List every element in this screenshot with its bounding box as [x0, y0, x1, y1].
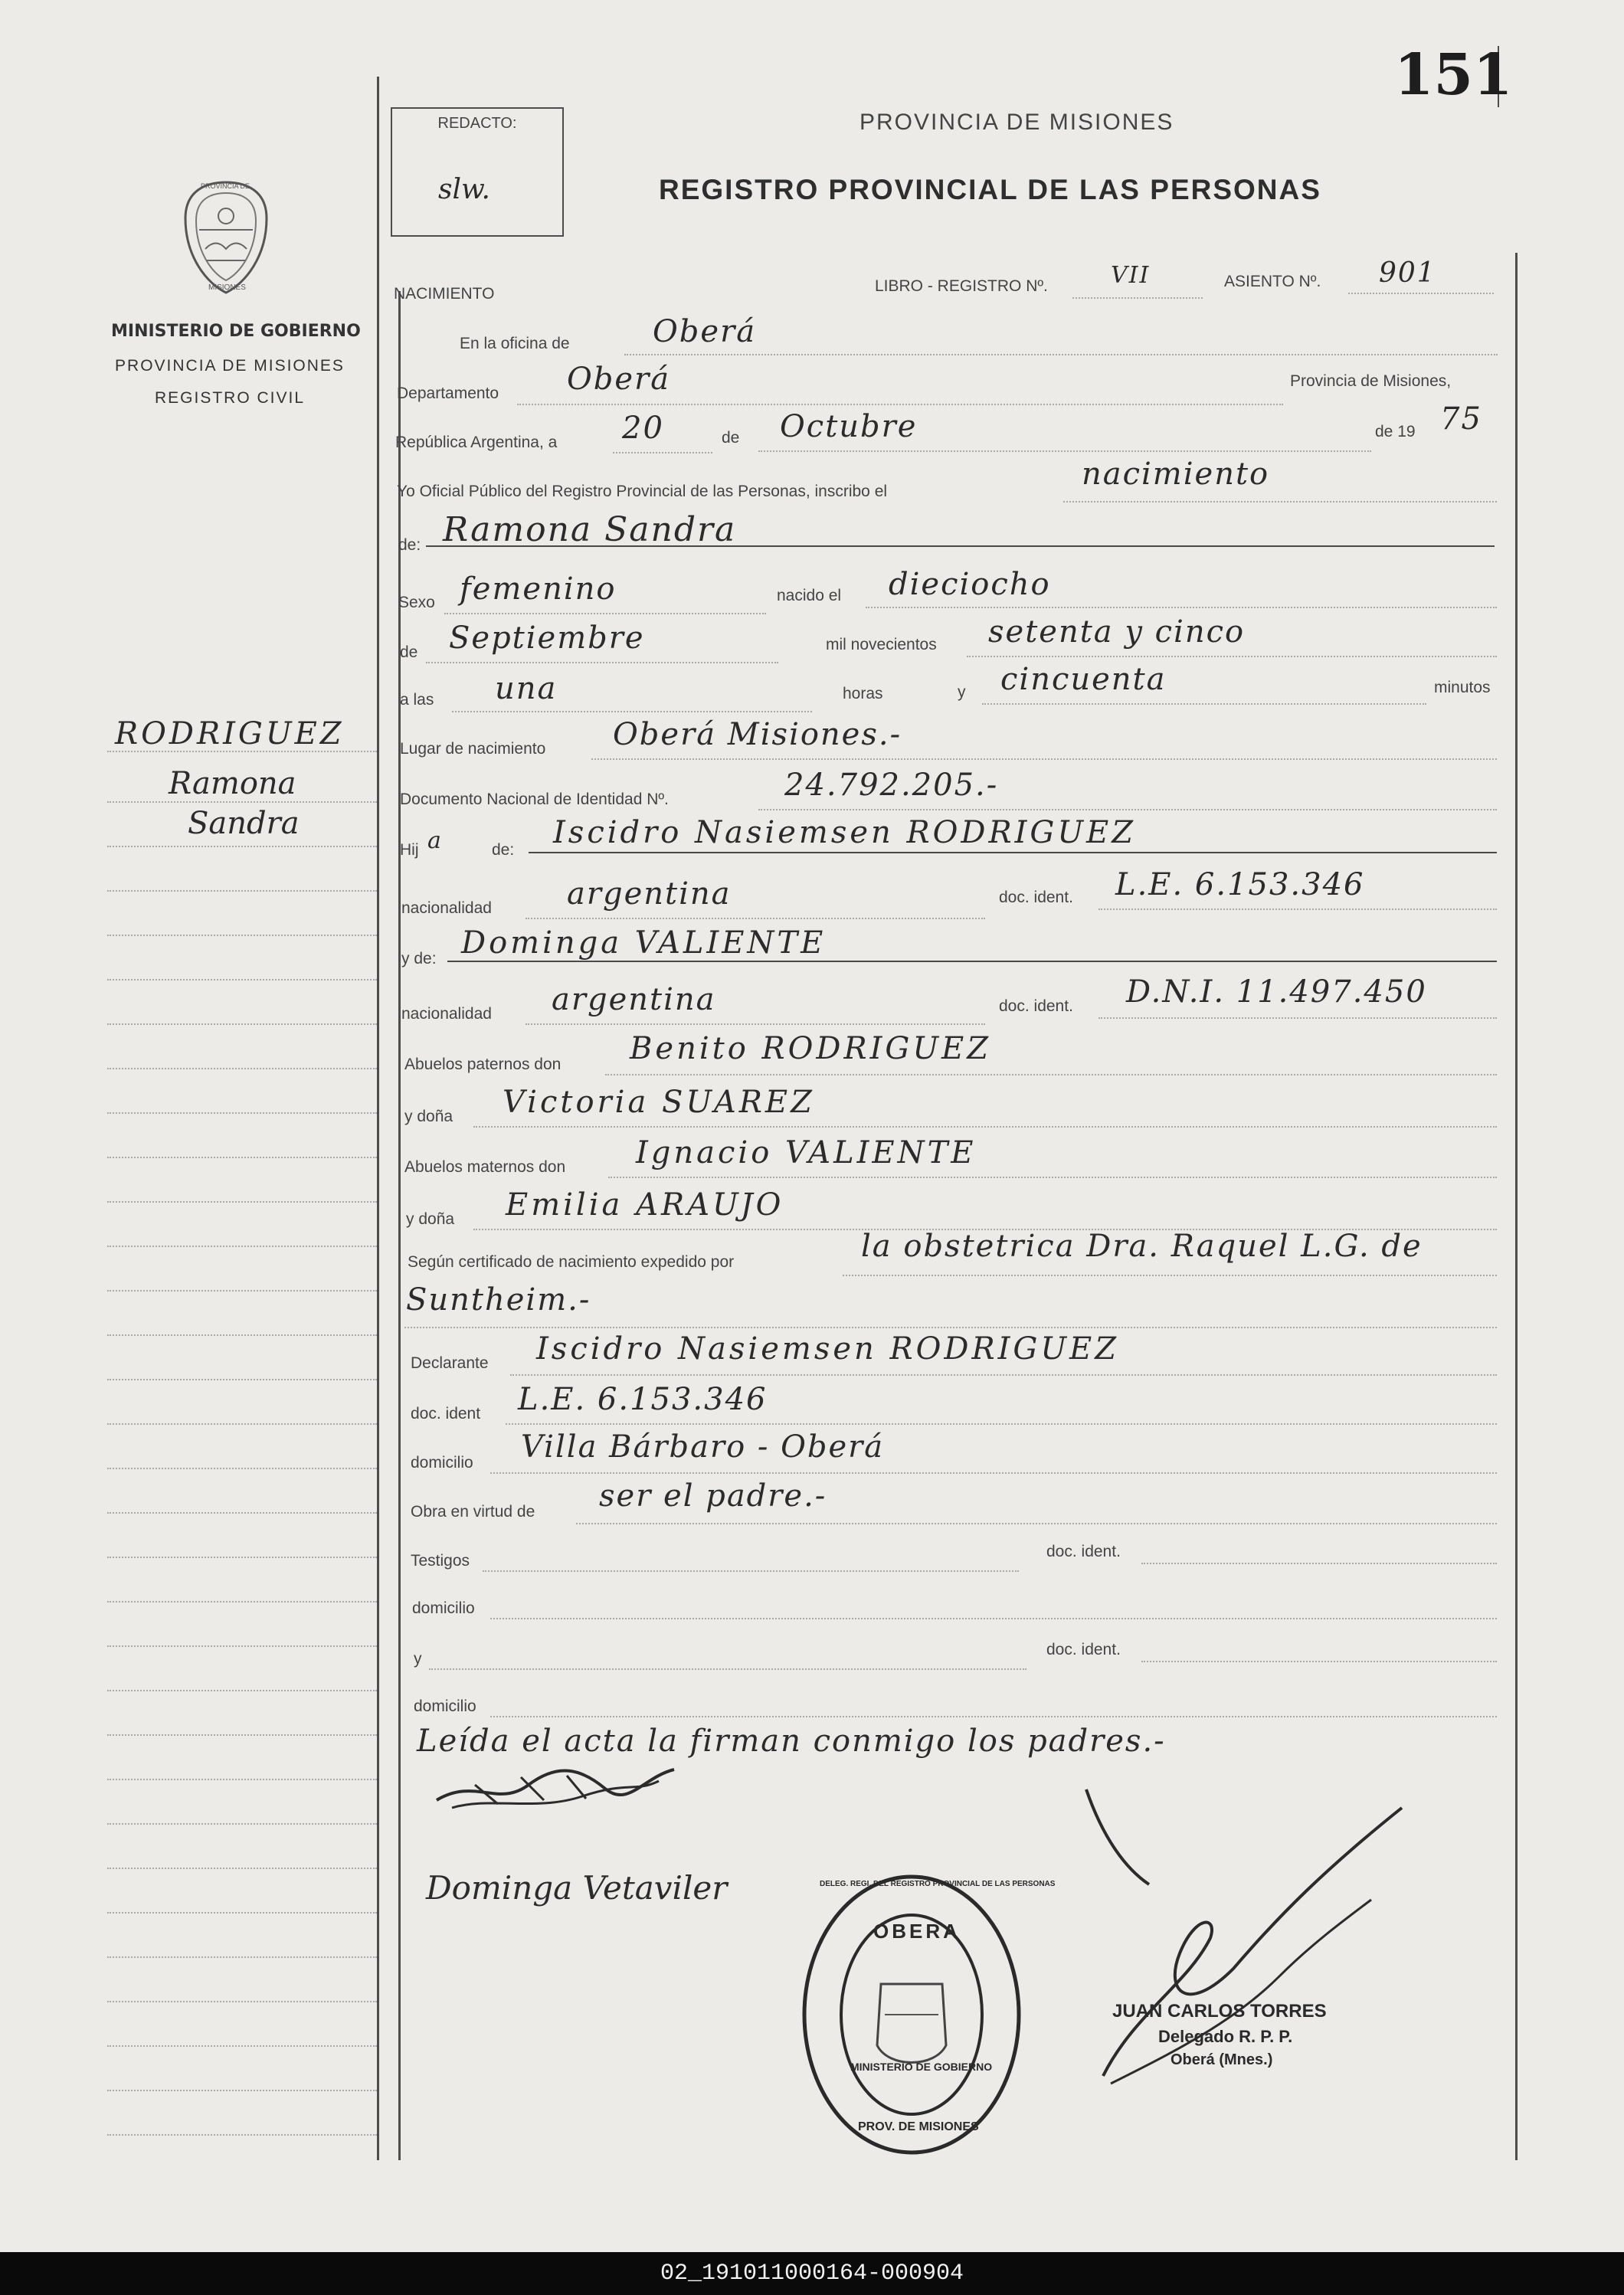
form-right-border [1515, 253, 1518, 2160]
department-value: Oberá [567, 362, 671, 397]
official-name: JUAN CARLOS TORRES [1112, 2001, 1327, 2022]
mother-nationality: argentina [552, 982, 716, 1017]
testigos-dom-label: domicilio [412, 1599, 475, 1617]
seal-bottom-text: PROV. DE MISIONES [858, 2120, 979, 2133]
ministry-civil-registry: REGISTRO CIVIL [154, 389, 306, 407]
person-name: Ramona Sandra [443, 510, 737, 549]
asiento-value: 901 [1379, 257, 1436, 289]
redacto-label: REDACTO: [437, 115, 517, 132]
redacto-initials: slw. [438, 174, 490, 205]
alas-label: a las [400, 691, 434, 709]
closing-text: Leída el acta la firman conmigo los padres.- [417, 1724, 1166, 1759]
sex-label: Sexo [398, 594, 435, 611]
registry-seal-icon [797, 1869, 1026, 2160]
official-place: Oberá (Mnes.) [1171, 2051, 1273, 2068]
obra-value: ser el padre.- [599, 1478, 827, 1514]
birthplace-label: Lugar de nacimiento [400, 740, 546, 758]
year-label: de 19 [1375, 423, 1416, 440]
official-title: Delegado R. P. P. [1158, 2027, 1293, 2046]
department-label: Departamento [397, 385, 499, 402]
born-day-value: dieciocho [889, 567, 1051, 602]
horas-label: horas [843, 685, 883, 702]
month-de-label: de [722, 429, 740, 447]
born-month-value: Septiembre [449, 620, 645, 656]
seal-center-text: OBERA [873, 1920, 961, 1943]
cert-label: Según certificado de nacimiento expedido por [408, 1253, 735, 1271]
minutos-label: minutos [1434, 679, 1491, 696]
office-label: En la oficina de [460, 335, 570, 352]
pat-dona-label: y doña [404, 1108, 453, 1125]
minutes-value: cincuenta [1000, 662, 1167, 697]
declarant-label: Declarante [411, 1354, 489, 1372]
mat-grand-label: Abuelos maternos don [404, 1158, 566, 1176]
emblem-text-bottom: MISIONES [208, 283, 246, 292]
father-nationality: argentina [567, 876, 732, 912]
pat-grand-label: Abuelos paternos don [404, 1056, 562, 1073]
province-title: PROVINCIA DE MISIONES [859, 110, 1174, 135]
obra-label: Obra en virtud de [411, 1503, 535, 1521]
mat-grandfather: Ignacio VALIENTE [636, 1135, 977, 1170]
cert-value-2: Suntheim.- [406, 1282, 591, 1318]
y2-dom-label: domicilio [414, 1698, 476, 1715]
mother-nationality-label: nacionalidad [401, 1005, 492, 1023]
y-label: y [958, 683, 966, 701]
father-doc-label: doc. ident. [999, 889, 1073, 906]
libro-value: VII [1111, 262, 1151, 289]
domicile-label: domicilio [411, 1454, 473, 1472]
de-person-label: de: [398, 536, 421, 554]
mother-doc: D.N.I. 11.497.450 [1126, 974, 1427, 1010]
republic-label: República Argentina, a [395, 434, 558, 451]
margin-surname: RODRIGUEZ [115, 716, 345, 751]
y2-label: y [414, 1650, 422, 1668]
year-value: 75 [1440, 401, 1482, 437]
y2-doc-label: doc. ident. [1046, 1641, 1121, 1658]
sex-value: femenino [460, 571, 617, 607]
day-value: 20 [622, 411, 664, 446]
inscribo-label: Yo Oficial Público del Registro Provincial de las Personas, inscribo el [397, 483, 888, 500]
pat-grandfather: Benito RODRIGUEZ [630, 1031, 992, 1066]
child-suffix: a [427, 827, 443, 854]
dni-value: 24.792.205.- [784, 768, 999, 803]
cert-value-1: la obstetrica Dra. Raquel L.G. de [861, 1229, 1423, 1264]
ministry-name: MINISTERIO DE GOBIERNO [111, 322, 361, 341]
month-value: Octubre [780, 409, 918, 444]
act-type-label: NACIMIENTO [394, 285, 495, 303]
mother-signature: Dominga Vetaviler [426, 1869, 728, 1907]
seal-ring-text: DELEG. REGI. DEL REGISTRO PROVINCIAL DE LAS PERSONAS [820, 1880, 1056, 1888]
dni-label: Documento Nacional de Identidad Nº. [400, 791, 669, 808]
form-left-border [398, 291, 401, 2160]
province-label: Provincia de Misiones, [1290, 372, 1452, 390]
left-column-border [377, 77, 379, 2160]
mat-dona-label: y doña [406, 1210, 455, 1228]
pat-grandmother: Victoria SUAREZ [503, 1085, 815, 1120]
de-month-label: de [400, 643, 418, 661]
declarant-value: Iscidro Nasiemsen RODRIGUEZ [536, 1331, 1120, 1367]
born-year-value: setenta y cinco [988, 614, 1246, 650]
libro-label: LIBRO - REGISTRO Nº. [875, 277, 1048, 295]
margin-name-1: Ramona [169, 766, 296, 801]
father-nationality-label: nacionalidad [401, 899, 492, 917]
testigos-doc-label: doc. ident. [1046, 1543, 1121, 1560]
declarant-doc-label: doc. ident [411, 1405, 481, 1423]
mother-de-label: y de: [401, 950, 437, 967]
father-de-label: de: [492, 841, 515, 859]
asiento-label: ASIENTO Nº. [1224, 273, 1321, 290]
mil-label: mil novecientos [826, 636, 937, 653]
registry-title: REGISTRO PROVINCIAL DE LAS PERSONAS [659, 174, 1321, 205]
declarant-doc-value: L.E. 6.153.346 [518, 1382, 768, 1417]
birthplace-value: Oberá Misiones.- [613, 717, 902, 752]
child-label: Hij [400, 841, 419, 859]
father-signature [429, 1754, 689, 1823]
father-name: Iscidro Nasiemsen RODRIGUEZ [553, 815, 1137, 850]
testigos-label: Testigos [411, 1552, 470, 1570]
domicile-value: Villa Bárbaro - Oberá [521, 1429, 885, 1465]
document-id-bar [0, 2252, 1624, 2295]
seal-mid-text: MINISTERIO DE GOBIERNO [850, 2061, 993, 2073]
mother-doc-label: doc. ident. [999, 997, 1073, 1015]
coat-of-arms-icon [176, 176, 276, 299]
document-id: 02_191011000164-000904 [660, 2261, 964, 2287]
office-value: Oberá [653, 314, 757, 349]
mat-grandmother: Emilia ARAUJO [506, 1187, 784, 1223]
margin-name-2: Sandra [188, 806, 300, 841]
born-label: nacido el [777, 587, 842, 604]
page-number: 151 [1394, 42, 1513, 108]
alas-hours-value: una [495, 671, 558, 706]
father-doc: L.E. 6.153.346 [1115, 867, 1365, 902]
inscribo-value: nacimiento [1082, 457, 1270, 492]
redacto-box [391, 107, 564, 237]
mother-name: Dominga VALIENTE [461, 925, 827, 961]
emblem-text-top: PROVINCIA DE [201, 182, 250, 190]
ministry-province: PROVINCIA DE MISIONES [115, 357, 345, 375]
